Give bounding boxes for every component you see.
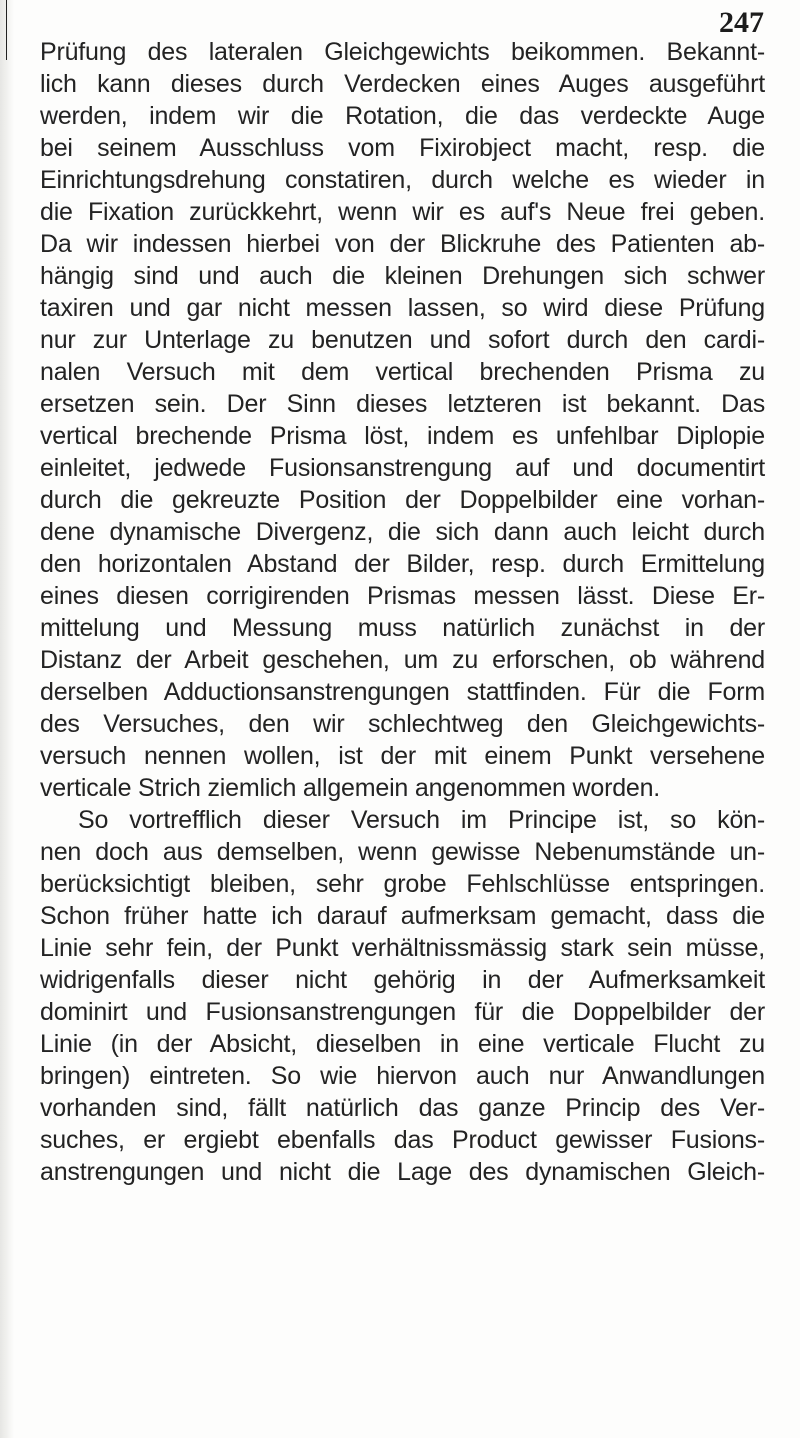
text-line: Schon früher hatte ich darauf aufmerksam gemacht, dass die <box>40 902 765 930</box>
page-gutter-shadow <box>0 0 14 1438</box>
text-line: Prüfung des lateralen Gleichgewichts beikommen. Bekannt- <box>40 38 765 66</box>
text-line: Linie (in der Absicht, dieselben in eine verticale Flucht zu <box>40 1030 765 1058</box>
text-line: widrigenfalls dieser nicht gehörig in der Aufmerksamkeit <box>40 966 765 994</box>
text-line: den horizontalen Abstand der Bilder, resp. durch Ermittelung <box>40 550 765 578</box>
text-line: suches, er ergiebt ebenfalls das Product gewisser Fusions- <box>40 1126 765 1154</box>
text-line: vertical brechende Prisma löst, indem es unfehlbar Diplopie <box>40 422 765 450</box>
text-line: lich kann dieses durch Verdecken eines Auges ausgeführt <box>40 70 765 98</box>
text-line: einleitet, jedwede Fusionsanstrengung auf und documentirt <box>40 454 765 482</box>
page-number: 247 <box>719 6 764 39</box>
gutter-edge-mark <box>6 0 7 60</box>
text-line: die Fixation zurückkehrt, wenn wir es auf's Neue frei geben. <box>40 198 765 226</box>
text-line: Distanz der Arbeit geschehen, um zu erforschen, ob während <box>40 646 765 674</box>
text-line: dene dynamische Divergenz, die sich dann auch leicht durch <box>40 518 765 546</box>
body-text <box>40 36 765 1188</box>
text-line: dominirt und Fusionsanstrengungen für die Doppelbilder der <box>40 998 765 1026</box>
text-line: mittelung und Messung muss natürlich zunächst in der <box>40 614 765 642</box>
text-line: hängig sind und auch die kleinen Drehungen sich schwer <box>40 262 765 290</box>
text-line: durch die gekreuzte Position der Doppelbilder eine vorhan- <box>40 486 765 514</box>
text-line: berücksichtigt bleiben, sehr grobe Fehlschlüsse entspringen. <box>40 870 765 898</box>
text-line: anstrengungen und nicht die Lage des dynamischen Gleich- <box>40 1158 765 1186</box>
text-line: nur zur Unterlage zu benutzen und sofort durch den cardi- <box>40 326 765 354</box>
text-line: nalen Versuch mit dem vertical brechenden Prisma zu <box>40 358 765 386</box>
text-line: bringen) eintreten. So wie hiervon auch nur Anwandlungen <box>40 1062 765 1090</box>
text-line: Einrichtungsdrehung constatiren, durch welche es wieder in <box>40 166 765 194</box>
text-line: taxiren und gar nicht messen lassen, so wird diese Prüfung <box>40 294 765 322</box>
text-line: versuch nennen wollen, ist der mit einem Punkt versehene <box>40 742 765 770</box>
text-line: bei seinem Ausschluss vom Fixirobject macht, resp. die <box>40 134 765 162</box>
text-line: nen doch aus demselben, wenn gewisse Nebenumstände un- <box>40 838 765 866</box>
text-line: vorhanden sind, fällt natürlich das ganze Princip des Ver- <box>40 1094 765 1122</box>
text-line: ersetzen sein. Der Sinn dieses letzteren ist bekannt. Das <box>40 390 765 418</box>
text-line: Da wir indessen hierbei von der Blickruhe des Patienten ab- <box>40 230 765 258</box>
paragraph-1 <box>40 36 765 804</box>
text-line: des Versuches, den wir schlechtweg den Gleichgewichts- <box>40 710 765 738</box>
paragraph-2 <box>40 804 765 1188</box>
text-line: verticale Strich ziemlich allgemein angenommen worden. <box>40 774 661 802</box>
text-line: Linie sehr fein, der Punkt verhältnissmässig stark sein müsse, <box>40 934 765 962</box>
text-line: eines diesen corrigirenden Prismas messen lässt. Diese Er- <box>40 582 765 610</box>
text-line: So vortrefflich dieser Versuch im Principe ist, so kön- <box>78 806 765 834</box>
text-line: werden, indem wir die Rotation, die das verdeckte Auge <box>40 102 765 130</box>
text-line: derselben Adductionsanstrengungen stattfinden. Für die Form <box>40 678 765 706</box>
